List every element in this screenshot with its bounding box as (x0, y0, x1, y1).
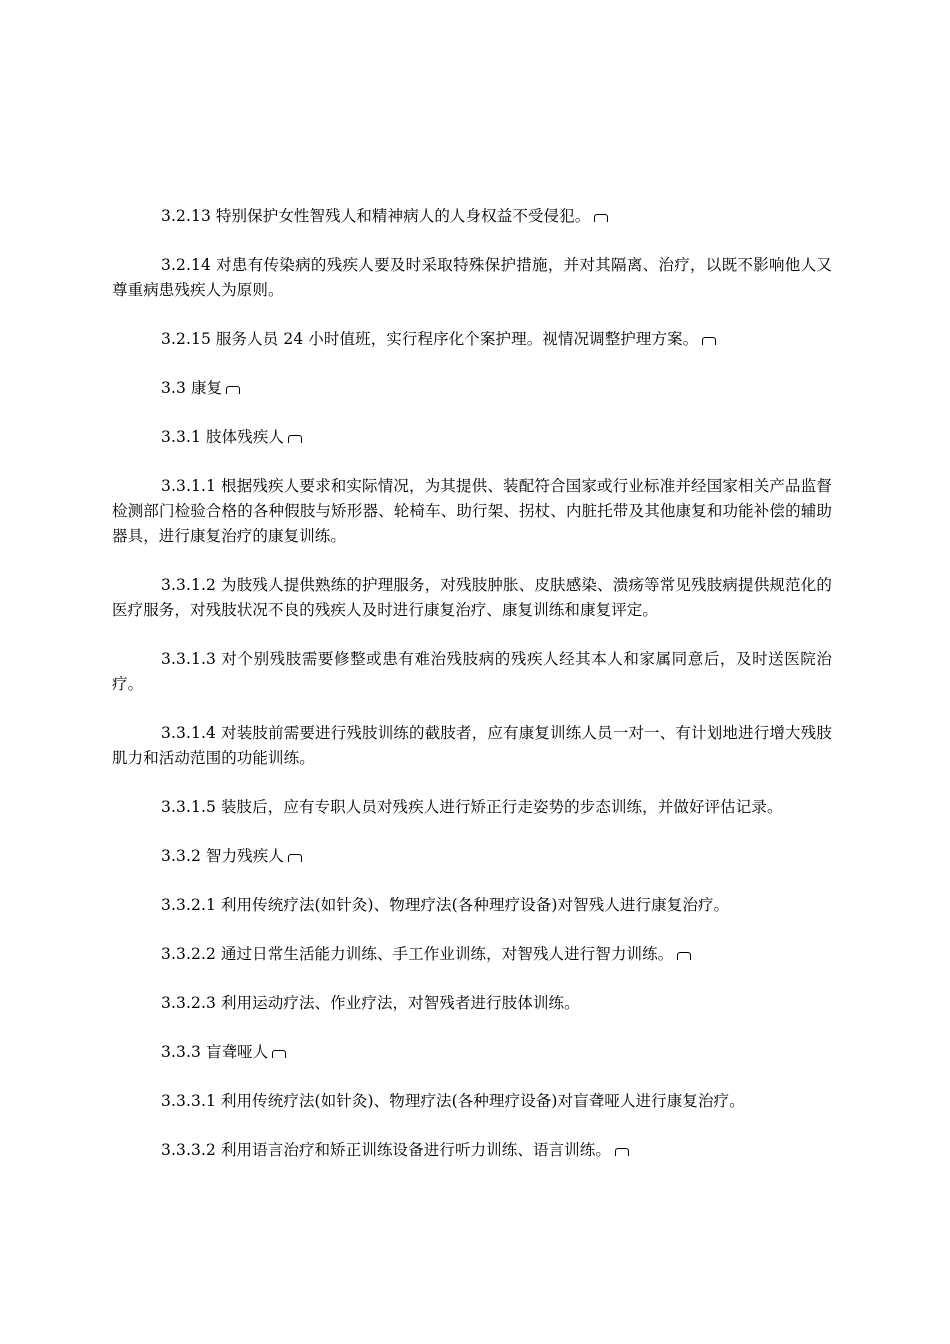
heading-3-3 (112, 376, 832, 401)
paragraph-text: 3.3.1.2 为肢残人提供熟练的护理服务，对残肢肿胀、皮肤感染、溃疡等常见残肢病提供规范化的医疗服务，对残肢状况不良的残疾人及时进行康复治疗、康复训练和康复评定。 (112, 576, 832, 619)
paragraph-mark-icon (288, 854, 302, 862)
paragraph-3-3-1-2 (112, 573, 832, 623)
heading-text: 3.3 康复 (161, 379, 223, 397)
paragraph-text: 3.3.3.2 利用语言治疗和矫正训练设备进行听力训练、语言训练。 (161, 1141, 611, 1159)
paragraph-text: 3.2.15 服务人员 24 小时值班，实行程序化个案护理。视情况调整护理方案。 (161, 330, 699, 348)
paragraph-text: 3.3.1.1 根据残疾人要求和实际情况，为其提供、装配符合国家或行业标准并经国家相关产品监督检测部门检验合格的各种假肢与矫形器、轮椅车、助行架、拐杖、内脏托带及其他康复和功能补偿的辅助器具，进行康复治疗的康复训练。 (112, 477, 832, 545)
paragraph-mark-icon (615, 1148, 629, 1156)
paragraph-3-2-14 (112, 253, 832, 303)
heading-text: 3.3.2 智力残疾人 (161, 847, 284, 865)
document-body (112, 204, 832, 1163)
paragraph-text: 3.2.14 对患有传染病的残疾人要及时采取特殊保护措施，并对其隔离、治疗，以既不影响他人又尊重病患残疾人为原则。 (112, 256, 832, 299)
paragraph-3-3-1-1 (112, 474, 832, 549)
paragraph-text: 3.3.2.1 利用传统疗法(如针灸)、物理疗法(各种理疗设备)对智残人进行康复治疗。 (161, 896, 730, 914)
paragraph-3-3-2-3 (112, 991, 832, 1016)
paragraph-mark-icon (677, 952, 691, 960)
paragraph-text: 3.3.1.5 装肢后，应有专职人员对残疾人进行矫正行走姿势的步态训练，并做好评估记录。 (161, 798, 783, 816)
paragraph-mark-icon (702, 337, 716, 345)
paragraph-mark-icon (226, 386, 240, 394)
heading-3-3-3 (112, 1040, 832, 1065)
paragraph-text: 3.3.3.1 利用传统疗法(如针灸)、物理疗法(各种理疗设备)对盲聋哑人进行康复治疗。 (161, 1092, 745, 1110)
paragraph-3-3-2-1 (112, 893, 832, 918)
paragraph-3-3-1-4 (112, 721, 832, 771)
paragraph-3-3-1-5 (112, 795, 832, 820)
paragraph-text: 3.3.2.3 利用运动疗法、作业疗法，对智残者进行肢体训练。 (161, 994, 580, 1012)
heading-3-3-2 (112, 844, 832, 869)
paragraph-3-3-1-3 (112, 647, 832, 697)
heading-text: 3.3.1 肢体残疾人 (161, 428, 284, 446)
paragraph-3-3-3-2 (112, 1138, 832, 1163)
paragraph-text: 3.3.1.3 对个别残肢需要修整或患有难治残肢病的残疾人经其本人和家属同意后，及时送医院治疗。 (112, 650, 832, 693)
paragraph-3-2-13 (112, 204, 832, 229)
paragraph-3-3-2-2 (112, 942, 832, 967)
heading-3-3-1 (112, 425, 832, 450)
paragraph-text: 3.3.1.4 对装肢前需要进行残肢训练的截肢者，应有康复训练人员一对一、有计划地进行增大残肢肌力和活动范围的功能训练。 (112, 724, 832, 767)
paragraph-text: 3.3.2.2 通过日常生活能力训练、手工作业训练，对智残人进行智力训练。 (161, 945, 674, 963)
paragraph-3-3-3-1 (112, 1089, 832, 1114)
paragraph-text: 3.2.13 特别保护女性智残人和精神病人的人身权益不受侵犯。 (161, 207, 591, 225)
heading-text: 3.3.3 盲聋哑人 (161, 1043, 269, 1061)
paragraph-3-2-15 (112, 327, 832, 352)
paragraph-mark-icon (288, 435, 302, 443)
paragraph-mark-icon (594, 214, 608, 222)
paragraph-mark-icon (272, 1050, 286, 1058)
